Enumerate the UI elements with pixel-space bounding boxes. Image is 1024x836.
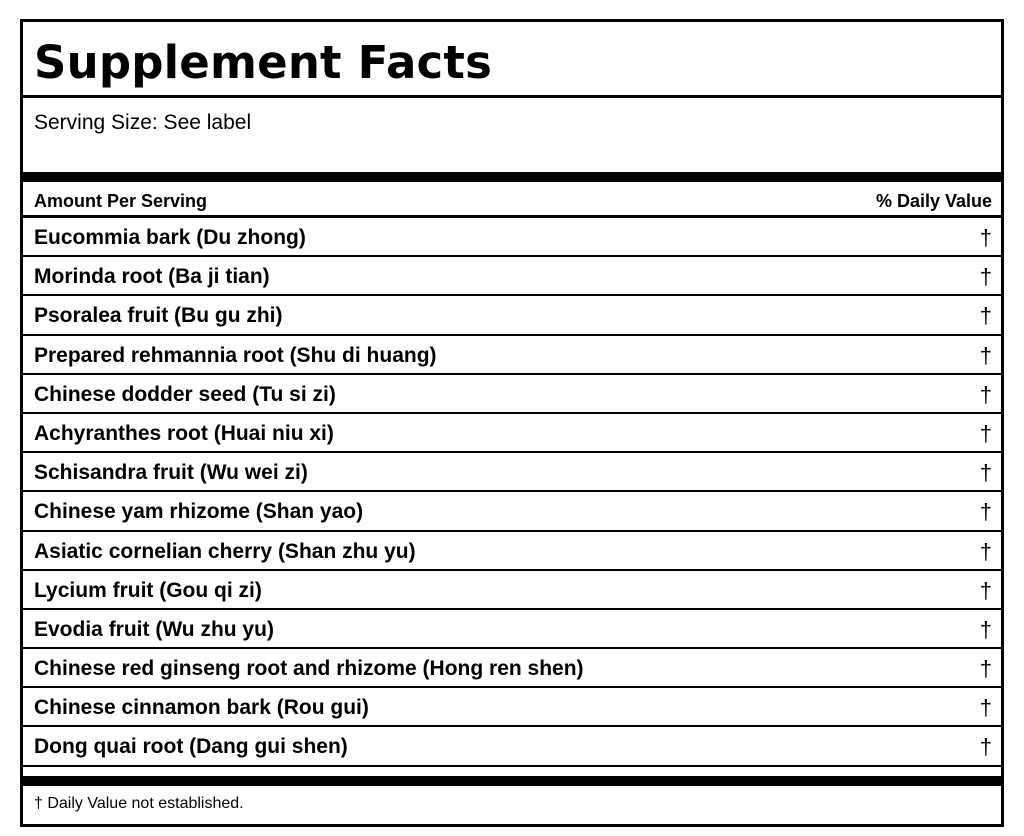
ingredient-row: [23, 688, 1001, 727]
ingredient-daily-value: †: [979, 460, 992, 486]
ingredient-daily-value: †: [979, 616, 992, 642]
ingredient-row: [23, 218, 1001, 257]
ingredient-daily-value: †: [979, 225, 992, 250]
ingredient-name: Chinese yam rhizome (Shan yao): [34, 500, 364, 524]
serving-size-section: [23, 98, 1001, 172]
ingredient-name: Chinese red ginseng root and rhizome (Hong ren shen): [34, 657, 584, 681]
ingredient-daily-value: †: [979, 499, 992, 525]
thick-divider-top: [23, 172, 1001, 182]
ingredient-daily-value: †: [979, 303, 992, 329]
ingredient-row: [23, 727, 1001, 766]
ingredient-row: [23, 336, 1001, 375]
ingredient-name: Eucommia bark (Du zhong): [34, 226, 306, 249]
ingredient-row: [23, 649, 1001, 688]
ingredient-name: Evodia fruit (Wu zhu yu): [34, 617, 274, 641]
ingredient-name: Asiatic cornelian cherry (Shan zhu yu): [34, 539, 416, 563]
ingredient-row: [23, 375, 1001, 414]
ingredient-row: [23, 296, 1001, 335]
ingredient-daily-value: †: [979, 264, 992, 290]
ingredient-row: [23, 532, 1001, 571]
ingredient-name: Dong quai root (Dang gui shen): [34, 735, 348, 759]
ingredient-row: [23, 492, 1001, 531]
daily-value-header: % Daily Value: [875, 191, 992, 211]
footnote: † Daily Value not established.: [34, 795, 244, 812]
ingredient-name: Achyranthes root (Huai niu xi): [34, 421, 334, 445]
ingredient-daily-value: †: [979, 577, 992, 603]
thick-divider-bottom: [23, 776, 1001, 786]
ingredient-daily-value: †: [979, 538, 992, 564]
ingredient-daily-value: †: [979, 695, 992, 721]
ingredient-name: Lycium fruit (Gou qi zi): [34, 578, 262, 602]
title-bar: [23, 22, 1001, 98]
ingredient-daily-value: †: [979, 734, 992, 760]
ingredient-row: [23, 610, 1001, 649]
ingredient-row: [23, 571, 1001, 610]
ingredient-name: Schisandra fruit (Wu wei zi): [34, 461, 308, 485]
ingredient-daily-value: †: [979, 381, 992, 407]
serving-size: Serving Size: See label: [34, 111, 252, 134]
ingredient-name: Morinda root (Ba ji tian): [34, 265, 270, 289]
ingredient-daily-value: †: [979, 342, 992, 368]
ingredient-row: [23, 414, 1001, 453]
amount-per-serving-header: Amount Per Serving: [34, 191, 208, 211]
supplement-facts-label: [20, 19, 1004, 827]
ingredient-row: [23, 453, 1001, 492]
ingredient-row: [23, 257, 1001, 296]
ingredient-daily-value: †: [979, 656, 992, 682]
ingredient-name: Chinese dodder seed (Tu si zi): [34, 382, 336, 406]
column-header-row: [23, 182, 1001, 218]
ingredient-list: [23, 218, 1001, 767]
ingredient-name: Psoralea fruit (Bu gu zhi): [34, 304, 283, 328]
ingredient-daily-value: †: [979, 420, 992, 446]
label-title: Supplement Facts: [34, 36, 493, 89]
ingredient-name: Prepared rehmannia root (Shu di huang): [34, 343, 437, 367]
ingredient-name: Chinese cinnamon bark (Rou gui): [34, 696, 369, 720]
